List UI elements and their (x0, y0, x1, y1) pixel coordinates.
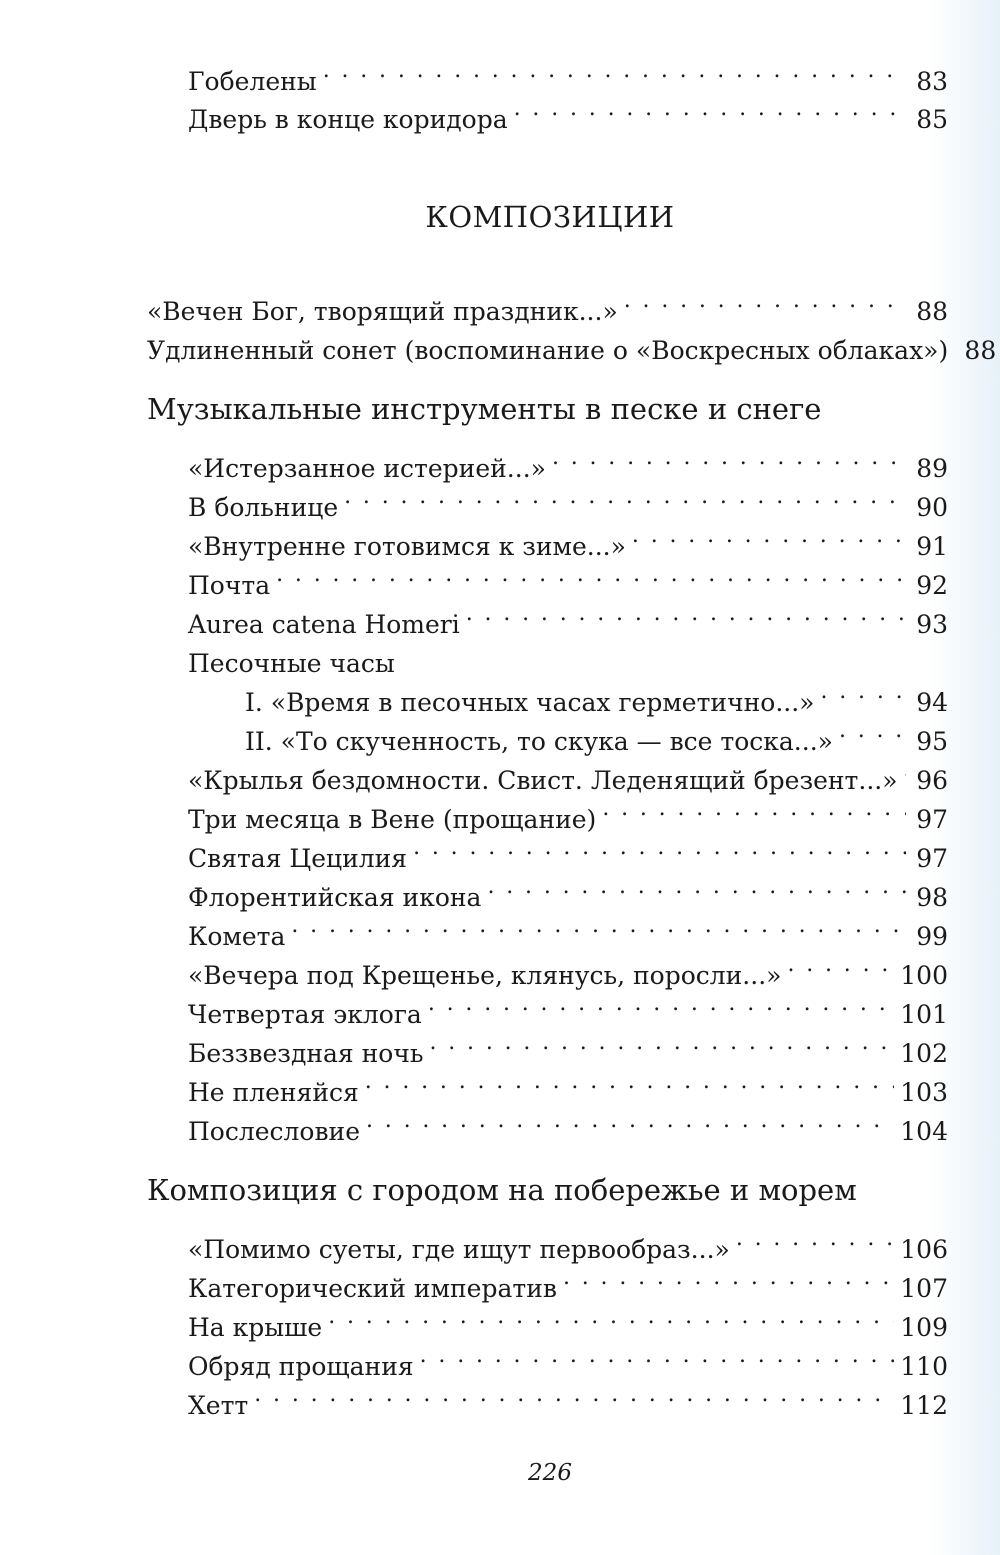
toc-entry-page: 90 (916, 493, 948, 522)
toc-entry-page: 83 (916, 67, 948, 96)
dot-leader (632, 517, 906, 555)
toc-entry-page: 88 (964, 336, 997, 365)
dot-leader (552, 439, 906, 477)
group-title: Композиция с городом на побережье и морем (147, 1173, 857, 1207)
toc-entry-title: Удлиненный сонет (воспоминание о «Воскресных облаках») (147, 336, 949, 365)
dot-leader (736, 1220, 894, 1258)
toc-entry[interactable] (188, 90, 948, 134)
dot-leader (624, 282, 906, 320)
toc-entry[interactable] (188, 439, 948, 483)
toc-entry-title: Гобелены (188, 67, 317, 96)
dot-leader (563, 1259, 894, 1297)
toc-entry-title: Дверь в конце коридора (188, 105, 508, 134)
dot-leader (466, 595, 906, 633)
toc-entry-title: Не пленяйся (188, 1078, 359, 1107)
toc-entry-title: На крыше (188, 1313, 323, 1342)
dot-leader (254, 1376, 894, 1414)
toc-entry[interactable] (188, 1337, 948, 1381)
toc-entry-page: 100 (900, 961, 948, 990)
toc-entry-page: 95 (916, 727, 948, 756)
toc-entry[interactable] (188, 1298, 948, 1342)
toc-entry[interactable] (188, 1024, 948, 1068)
toc-entry-title: «Помимо суеты, где ищут первообраз...» (188, 1235, 730, 1264)
toc-entry-page: 88 (916, 297, 948, 326)
toc-entry-title: «Крылья бездомности. Свист. Леденящий брезент...» (188, 766, 898, 795)
toc-entry[interactable] (188, 790, 948, 834)
toc-entry-title: Aurea catena Homeri (188, 610, 460, 639)
toc-entry-page: 99 (916, 922, 948, 951)
dot-leader (291, 907, 906, 945)
toc-entry-title: Обряд прощания (188, 1352, 414, 1381)
toc-entry[interactable] (147, 282, 948, 326)
dot-leader (787, 946, 894, 984)
dot-leader (401, 634, 906, 672)
toc-entry[interactable] (245, 712, 948, 756)
toc-entry[interactable] (188, 829, 948, 873)
dot-leader (323, 52, 906, 90)
dot-leader (602, 790, 906, 828)
toc-entry-title: I. «Время в песочных часах герметично...» (245, 688, 815, 717)
toc-entry[interactable] (188, 1376, 948, 1420)
toc-entry-page: 91 (916, 532, 948, 561)
toc-entry-title: Три месяца в Вене (прощание) (188, 805, 597, 834)
toc-entry-title: «Внутренне готовимся к зиме...» (188, 532, 626, 561)
toc-entry-page: 110 (900, 1352, 948, 1381)
toc-entry-title: Четвертая эклога (188, 1000, 422, 1029)
toc-entry-title: Почта (188, 571, 271, 600)
toc-entry-page: 106 (900, 1235, 948, 1264)
toc-entry-title: II. «То скученность, то скука — все тоска...» (245, 727, 833, 756)
toc-entry-title: Комета (188, 922, 286, 951)
toc-entry[interactable] (188, 556, 948, 600)
toc-entry-page: 102 (900, 1039, 948, 1068)
toc-entry-page: 93 (916, 610, 948, 639)
toc-entry-page: 112 (900, 1391, 948, 1420)
dot-leader (820, 673, 906, 711)
toc-entry-page: 103 (900, 1078, 948, 1107)
dot-leader (904, 751, 906, 789)
toc-entry[interactable] (188, 1220, 948, 1264)
toc-entry-page: 96 (916, 766, 948, 795)
dot-leader (420, 1337, 895, 1375)
toc-entry[interactable] (188, 52, 948, 96)
toc-entry-title: Песочные часы (188, 649, 395, 678)
toc-entry-page: 104 (900, 1117, 948, 1146)
toc-entry-title: Хетт (188, 1391, 249, 1420)
toc-entry[interactable] (188, 1259, 948, 1303)
toc-entry[interactable] (188, 946, 948, 990)
toc-entry[interactable] (188, 751, 948, 795)
toc-entry-page: 85 (916, 105, 948, 134)
toc-entry-page: 94 (916, 688, 948, 717)
toc-entry[interactable] (188, 517, 948, 561)
toc-entry-title: Категорический императив (188, 1274, 557, 1303)
toc-entry[interactable] (188, 907, 948, 951)
section-title: КОМПОЗИЦИИ (425, 200, 675, 234)
toc-entry-page: 107 (900, 1274, 948, 1303)
toc-entry[interactable] (147, 321, 997, 365)
toc-entry[interactable] (188, 985, 948, 1029)
toc-entry-page: 97 (916, 805, 948, 834)
toc-entry-page: 92 (916, 571, 948, 600)
group-title: Музыкальные инструменты в песке и снеге (147, 392, 822, 426)
toc-entry-page: 101 (900, 1000, 948, 1029)
dot-leader (839, 712, 906, 750)
dot-leader (429, 1024, 894, 1062)
toc-entry[interactable] (188, 595, 948, 639)
dot-leader (366, 1102, 894, 1140)
toc-subheading[interactable] (188, 634, 948, 678)
toc-entry-page: 97 (916, 844, 948, 873)
toc-entry-page: 98 (916, 883, 948, 912)
toc-entry-page: 89 (916, 454, 948, 483)
toc-entry[interactable] (188, 1063, 948, 1107)
toc-entry[interactable] (245, 673, 948, 717)
toc-entry-title: Флорентийская икона (188, 883, 482, 912)
dot-leader (428, 985, 894, 1023)
dot-leader (487, 868, 906, 906)
toc-entry-title: Послесловие (188, 1117, 360, 1146)
dot-leader (328, 1298, 894, 1336)
toc-entry-page: 109 (900, 1313, 948, 1342)
dot-leader (365, 1063, 895, 1101)
toc-entry[interactable] (188, 868, 948, 912)
dot-leader (514, 90, 906, 128)
page-number: 226 (528, 1460, 572, 1486)
toc-entry-title: Святая Цецилия (188, 844, 408, 873)
dot-leader (413, 829, 906, 867)
toc-entry-title: В больнице (188, 493, 339, 522)
toc-entry[interactable] (188, 478, 948, 522)
toc-entry[interactable] (188, 1102, 948, 1146)
dot-leader (276, 556, 906, 594)
toc-entry-title: Беззвездная ночь (188, 1039, 424, 1068)
toc-entry-title: «Истерзанное истерией...» (188, 454, 546, 483)
toc-entry-title: «Вечен Бог, творящий праздник...» (147, 297, 618, 326)
dot-leader (344, 478, 906, 516)
toc-entry-title: «Вечера под Крещенье, клянусь, поросли...» (188, 961, 782, 990)
